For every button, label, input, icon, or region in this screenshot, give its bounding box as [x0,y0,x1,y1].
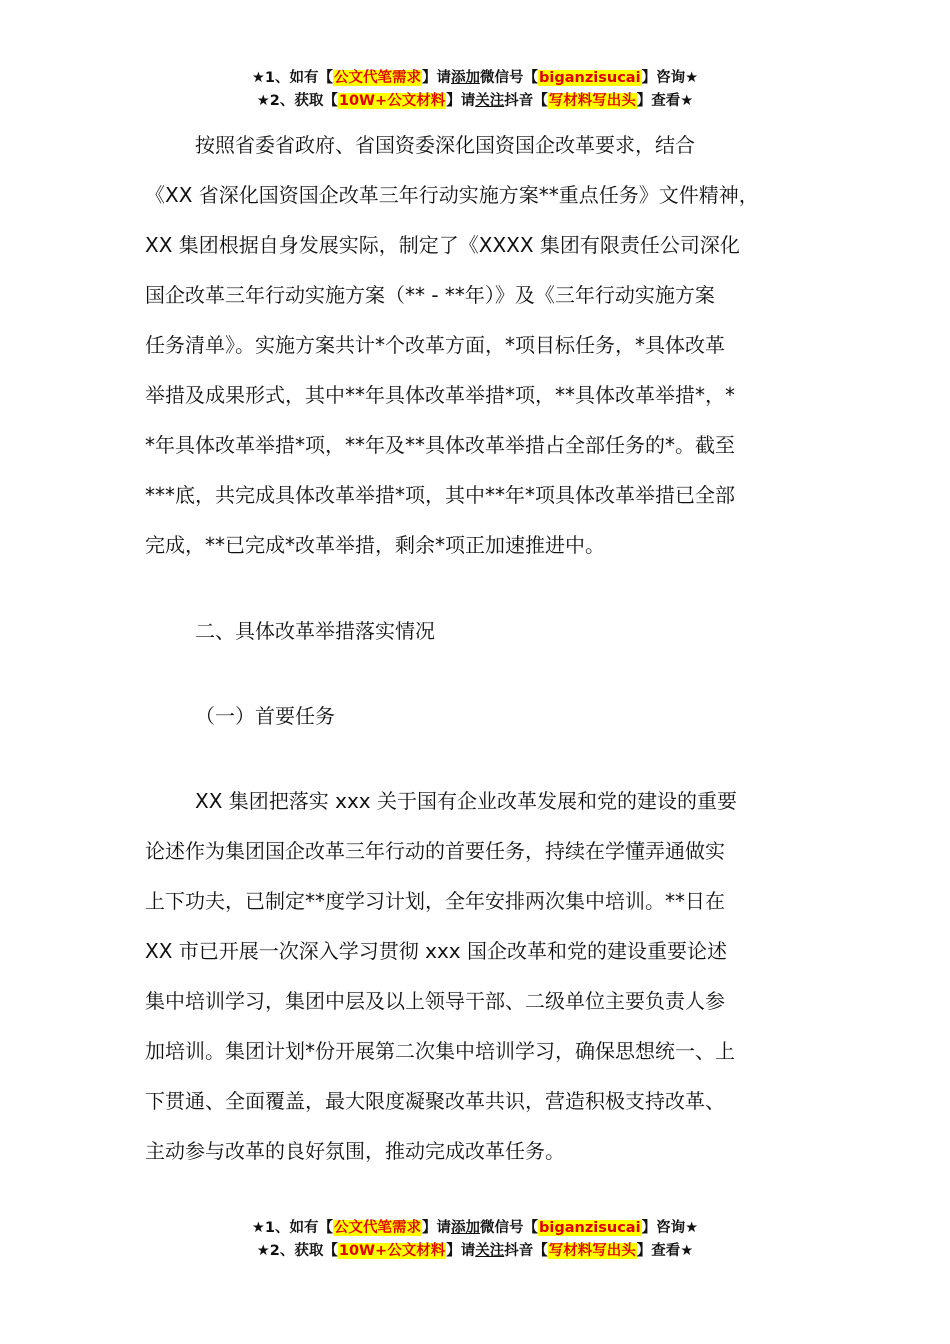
paragraph-line: 下贯通、全面覆盖，最大限度凝聚改革共识，营造积极支持改革、 [145,1089,725,1113]
banner-text-underlined: 添加 [451,1220,481,1236]
banner-text-underlined: 添加 [451,70,481,86]
paragraph-line: 集中培训学习，集团中层及以上领导干部、二级单位主要负责人参 [145,989,725,1013]
banner-line-1 [0,1217,950,1240]
banner-text: 】请 [422,1220,452,1236]
banner-line-1 [0,67,950,90]
subsection-heading: （一）首要任务 [195,704,335,728]
paragraph-line: 论述作为集团国企改革三年行动的首要任务，持续在学懂弄通做实 [145,839,725,863]
banner-text: ★2、获取【 [256,1243,338,1259]
highlight-wechat-id: biganzisucai [539,70,641,86]
paragraph-line: 主动参与改革的良好氛围，推动完成改革任务。 [145,1139,565,1163]
section-heading: 二、具体改革举措落实情况 [195,619,435,643]
highlight-douyin: 写材料写出头 [548,1243,636,1259]
banner-text: 】请 [422,70,452,86]
highlight-service: 公文代笔需求 [334,1220,422,1236]
paragraph-line: XX 市已开展一次深入学习贯彻 xxx 国企改革和党的建设重要论述 [145,939,727,963]
banner-text: ★1、如有【 [251,1220,334,1236]
highlight-wechat-id: biganzisucai [539,1220,641,1236]
banner-text: 】查看★ [636,1243,694,1259]
paragraph-line: 举措及成果形式，其中**年具体改革举措*项，**具体改革举措*，* [145,383,735,407]
banner-line-2 [0,1240,950,1263]
banner-text: 微信号【 [480,70,539,86]
banner-text: 】请 [446,1243,476,1259]
banner-line-2 [0,90,950,113]
paragraph-line: ***底，共完成具体改革举措*项，其中**年*项具体改革举措已全部 [145,483,735,507]
paragraph-line: XX 集团根据自身发展实际，制定了《XXXX 集团有限责任公司深化 [145,233,740,257]
banner-text: 微信号【 [480,1220,539,1236]
banner-text-underlined: 关注 [475,93,505,109]
highlight-materials: 10W+公文材料 [338,93,446,109]
paragraph-line: XX 集团把落实 xxx 关于国有企业改革发展和党的建设的重要 [195,789,737,813]
paragraph-intro [145,120,810,570]
banner-text-underlined: 关注 [475,1243,505,1259]
banner-text: 】咨询★ [641,70,699,86]
paragraph-line: 完成，**已完成*改革举措，剩余*项正加速推进中。 [145,533,605,557]
paragraph-line: 国企改革三年行动实施方案（** - **年）》及《三年行动实施方案 [145,283,715,307]
banner-text: 抖音【 [504,1243,548,1259]
banner-text: 】咨询★ [641,1220,699,1236]
banner-text: ★2、获取【 [256,93,338,109]
paragraph-line: 《XX 省深化国资国企改革三年行动实施方案**重点任务》文件精神， [145,183,759,207]
footer-banner [0,1217,950,1263]
paragraph-line: *年具体改革举措*项，**年及**具体改革举措占全部任务的*。截至 [145,433,735,457]
header-banner [0,67,950,113]
banner-text: 】请 [446,93,476,109]
paragraph-line: 加培训。集团计划*份开展第二次集中培训学习，确保思想统一、上 [145,1039,735,1063]
banner-text: 】查看★ [636,93,694,109]
highlight-service: 公文代笔需求 [334,70,422,86]
banner-text: ★1、如有【 [251,70,334,86]
highlight-douyin: 写材料写出头 [548,93,636,109]
banner-text: 抖音【 [504,93,548,109]
paragraph-line: 任务清单》。实施方案共计*个改革方面，*项目标任务，*具体改革 [145,333,725,357]
paragraph-primary-task [145,776,810,1176]
paragraph-line: 按照省委省政府、省国资委深化国资国企改革要求，结合 [195,133,695,157]
paragraph-line: 上下功夫，已制定**度学习计划，全年安排两次集中培训。**日在 [145,889,725,913]
highlight-materials: 10W+公文材料 [338,1243,446,1259]
